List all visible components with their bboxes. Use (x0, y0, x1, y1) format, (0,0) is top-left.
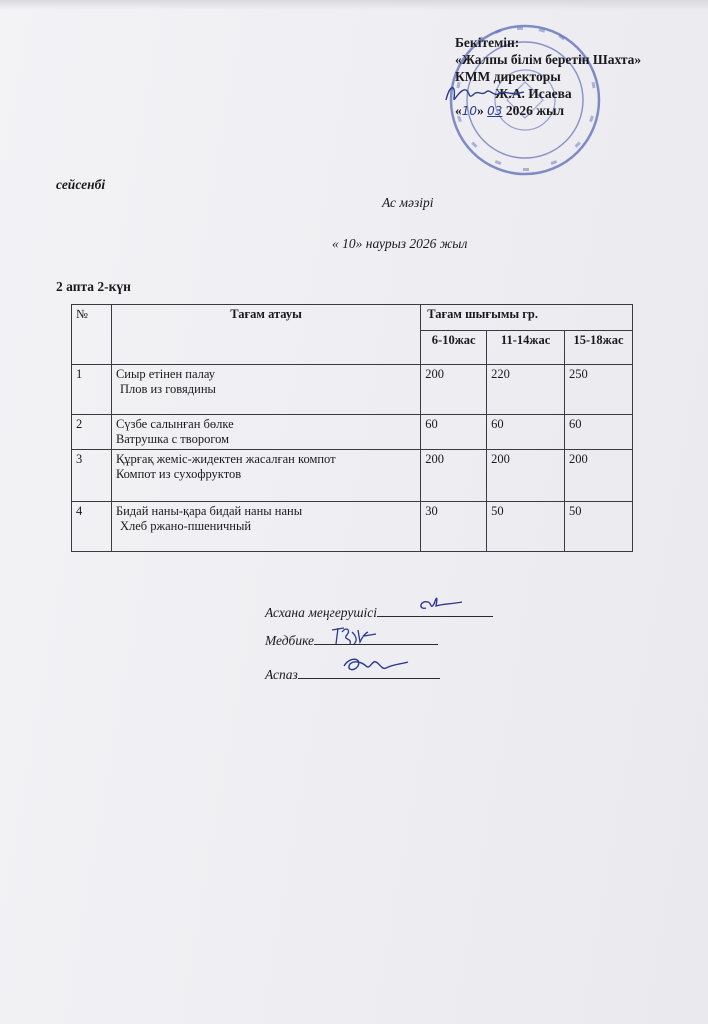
dish-name-kz: Бидай наны-қара бидай наны наны (115, 504, 303, 518)
row-value-11-14: 200 (487, 450, 565, 502)
row-value-11-14: 50 (487, 502, 565, 552)
dish-name-kz: Құрғақ жеміс-жидектен жасалған компот (115, 452, 336, 466)
row-number: 4 (72, 502, 112, 552)
row-value-15-18: 50 (565, 502, 633, 552)
dish-name-ru: Плов из говядины (119, 382, 216, 396)
header-age-15-18: 15-18жас (565, 331, 633, 365)
header-output: Тағам шығымы гр. (421, 305, 633, 331)
nurse-label: Медбике (265, 633, 315, 648)
dish-name-kz: Сиыр етінен палау (115, 367, 216, 381)
row-number: 2 (72, 415, 112, 450)
approval-title: Бекітемін: (455, 35, 520, 50)
row-number: 3 (72, 450, 112, 502)
menu-date: « 10» наурыз 2026 жыл (332, 236, 468, 251)
approval-date: «10» 03 2026 жыл (455, 103, 565, 118)
approval-school: «Жалпы білім беретін Шахта» (455, 52, 642, 67)
table-row (72, 502, 633, 552)
row-dish-name (111, 365, 420, 415)
row-value-6-10: 30 (421, 502, 487, 552)
approval-position: КММ директоры (455, 69, 561, 84)
nurse-signature-icon (328, 622, 380, 648)
row-value-6-10: 200 (421, 365, 487, 415)
cook-label: Аспаз (265, 667, 298, 682)
cook-signature-icon (340, 652, 410, 678)
day-of-week: сейсенбі (56, 177, 106, 192)
week-day-label: 2 апта 2-күн (56, 279, 131, 294)
row-dish-name (111, 450, 420, 502)
row-value-15-18: 200 (565, 450, 633, 502)
header-number: № (72, 305, 112, 365)
approval-director-name: Ж.А. Исаева (495, 86, 572, 101)
row-value-6-10: 60 (421, 415, 487, 450)
row-number: 1 (72, 365, 112, 415)
table-row (72, 365, 633, 415)
approval-date-day: 10 (461, 104, 478, 118)
dish-name-kz: Сүзбе салынған бөлке (115, 417, 234, 431)
chef-label: Асхана меңгерушісі (265, 605, 378, 620)
menu-table (71, 304, 633, 552)
row-value-6-10: 200 (421, 450, 487, 502)
row-value-11-14: 60 (487, 415, 565, 450)
dish-name-ru: Хлеб ржано-пшеничный (119, 519, 252, 533)
header-age-11-14: 11-14жас (487, 331, 565, 365)
row-dish-name (111, 502, 420, 552)
row-value-15-18: 60 (565, 415, 633, 450)
table-row (72, 415, 633, 450)
dish-name-ru: Компот из сухофруктов (115, 467, 242, 481)
row-dish-name (111, 415, 420, 450)
row-value-15-18: 250 (565, 365, 633, 415)
page-title: Ас мәзірі (382, 195, 434, 210)
chef-signature-icon (412, 592, 464, 616)
header-dish-name: Тағам атауы (111, 305, 420, 365)
table-row (72, 450, 633, 502)
page-top-shadow (0, 0, 708, 10)
approval-date-month: 03 (487, 104, 503, 118)
row-value-11-14: 220 (487, 365, 565, 415)
director-signature-icon (438, 78, 528, 108)
header-age-6-10: 6-10жас (421, 331, 487, 365)
dish-name-ru: Ватрушка с творогом (115, 432, 230, 446)
table-header-row (72, 305, 633, 331)
